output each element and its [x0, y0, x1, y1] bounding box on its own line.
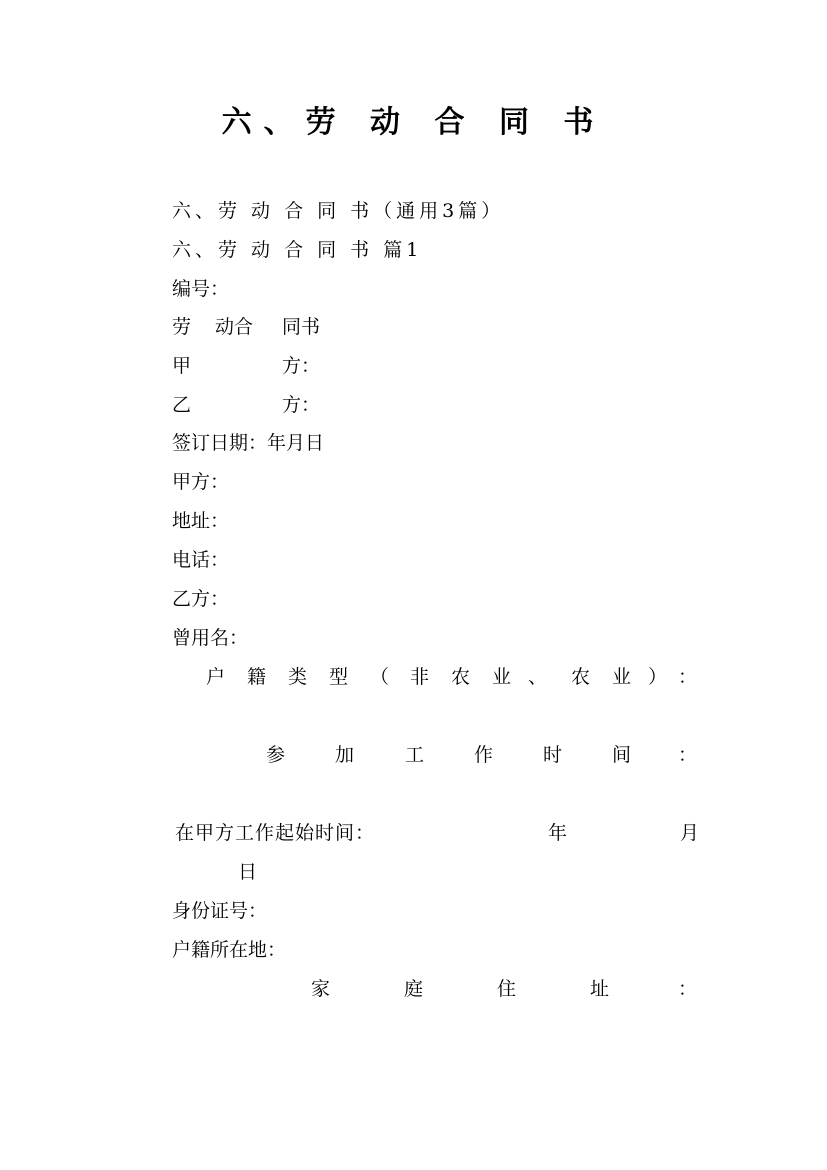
subtitle-line: 六、劳 动 合 同 书（通用3篇） — [172, 200, 505, 222]
party-b-char: 乙 — [172, 394, 192, 416]
contract-word-3: 同书 — [282, 316, 321, 338]
party-b-suffix: 方： — [282, 394, 321, 416]
household-type-char: ： — [678, 666, 698, 688]
household-registration-label: 户籍所在地： — [172, 939, 287, 961]
home-address-char: 住 — [497, 978, 517, 1000]
work-start-char: 参 — [266, 744, 286, 766]
household-type-char: 型 — [329, 666, 349, 688]
home-address-char: 庭 — [404, 978, 424, 1000]
home-address-char: 家 — [311, 978, 331, 1000]
home-address-char: ： — [678, 978, 698, 1000]
day-label: 日 — [238, 861, 258, 883]
party-a-char: 甲 — [172, 355, 192, 377]
phone-label: 电话： — [172, 549, 230, 571]
month-label: 月 — [680, 822, 700, 844]
start-at-party-a-label: 在甲方工作起始时间： — [175, 822, 376, 844]
household-type-char: 类 — [288, 666, 308, 688]
home-address-char: 址 — [590, 978, 610, 1000]
address-label: 地址： — [172, 510, 230, 532]
document-title: 六、劳 动 合 同 书 — [221, 105, 606, 140]
household-type-char: 农 — [571, 666, 591, 688]
household-type-char: ） — [648, 666, 668, 688]
household-type-char: 非 — [410, 666, 430, 688]
former-name-label: 曾用名： — [172, 627, 249, 649]
section-heading: 六、劳 动 合 同 书 篇1 — [172, 239, 423, 261]
household-type-char: 业 — [492, 666, 512, 688]
work-start-char: ： — [678, 744, 698, 766]
contract-word-2: 动合 — [215, 316, 254, 338]
party-a-label: 甲方： — [172, 471, 230, 493]
household-type-char: 、 — [528, 666, 548, 688]
work-start-char: 间 — [612, 744, 632, 766]
household-type-char: 籍 — [247, 666, 267, 688]
contract-number-label: 编号： — [172, 278, 230, 300]
household-type-char: 业 — [612, 666, 632, 688]
work-start-char: 时 — [543, 744, 563, 766]
household-type-char: 户 — [206, 666, 226, 688]
party-b-label: 乙方： — [172, 588, 230, 610]
work-start-char: 工 — [405, 744, 425, 766]
work-start-char: 加 — [335, 744, 355, 766]
party-a-suffix: 方： — [282, 355, 321, 377]
work-start-char: 作 — [474, 744, 494, 766]
signing-date-line: 签订日期：年月日 — [172, 432, 325, 454]
contract-word-1: 劳 — [172, 316, 192, 338]
year-label: 年 — [548, 822, 568, 844]
household-type-char: （ — [370, 666, 390, 688]
household-type-char: 农 — [451, 666, 471, 688]
id-number-label: 身份证号： — [172, 900, 268, 922]
